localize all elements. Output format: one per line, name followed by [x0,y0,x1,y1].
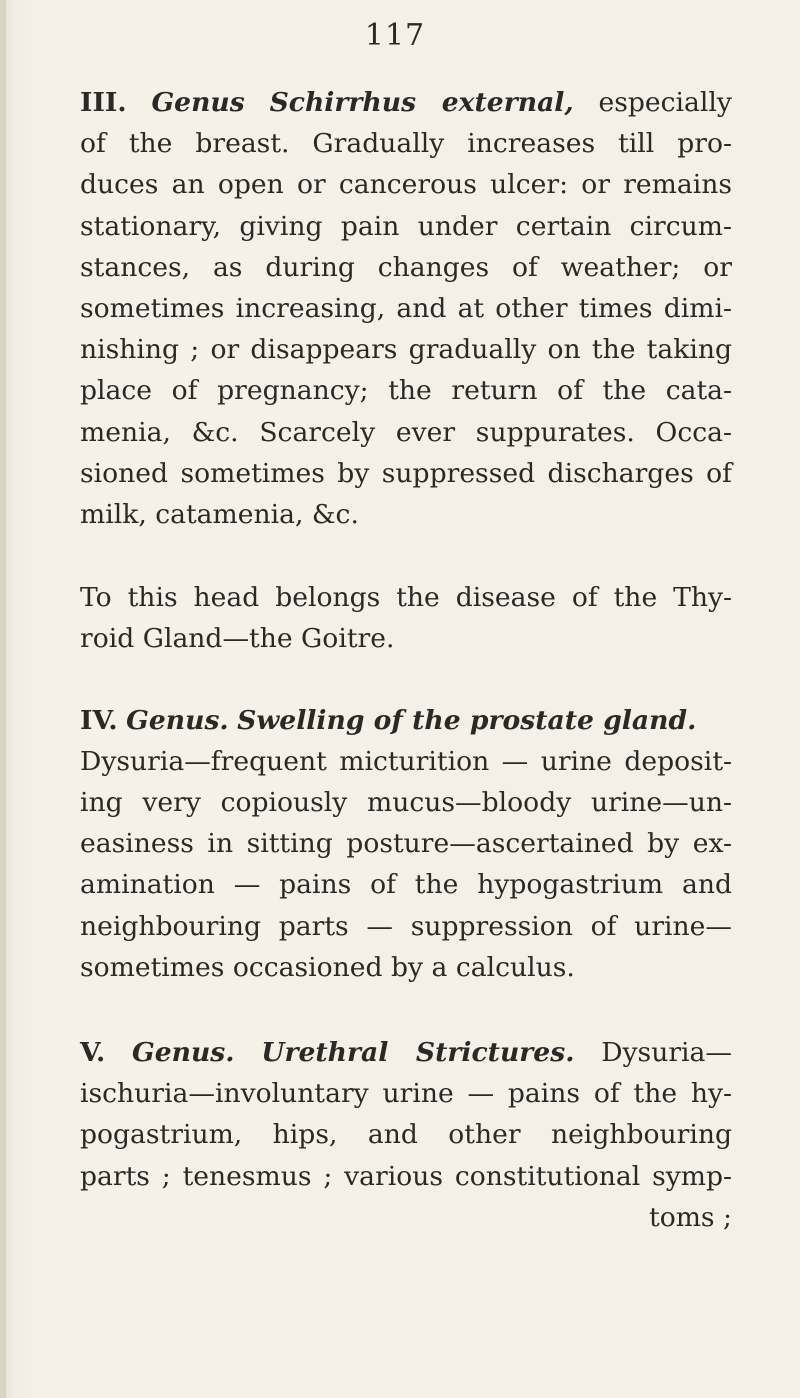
heading-genus-v: Genus. [131,1037,235,1069]
text-line: menia, &c. Scarcely ever suppurates. Occa- [80,416,732,448]
page-binding-edge [0,0,6,1398]
paragraph-genus-v [80,1032,732,1238]
heading-rest-v: Dysuria— [601,1037,732,1069]
paragraph-genus-iv [80,700,732,988]
text-line: milk, catamenia, &c. [80,499,359,531]
text-line: Dysuria—frequent micturition — urine deposit- [80,745,732,777]
heading-rest-iii: especially [598,87,732,118]
text-line: stationary, giving pain under certain circum- [80,210,732,242]
heading-title-iv: Swelling of the prostate gland. [237,704,697,736]
text-line: duces an open or cancerous ulcer: or remains [80,169,732,201]
text-line: sioned sometimes by suppressed discharges of [80,457,732,489]
text-line: pogastrium, hips, and other neighbouring [80,1119,732,1151]
text-line: ischuria—involuntary urine — pains of the hy- [80,1078,732,1110]
paragraph-gap [80,988,732,1032]
text-line: sometimes occasioned by a calculus. [80,951,575,983]
heading-line-iv [80,700,732,741]
heading-title-iii: Schirrhus external, [269,87,574,118]
page-number: 117 [364,18,426,53]
paragraph-gap [80,535,732,577]
page-text [80,82,732,1238]
text-line: stances, as during changes of weather; or [80,251,732,283]
heading-genus-iv: Genus. [126,704,229,736]
heading-number-iii: III. [80,87,127,118]
text-line: parts ; tenesmus ; various constitutional symp- [80,1160,732,1192]
heading-title-v: Urethral Strictures. [261,1037,575,1069]
text-line: roid Gland—the Goitre. [80,623,395,655]
text-line: To this head belongs the disease of the Thy- [80,582,732,614]
text-line: place of pregnancy; the return of the cata- [80,375,732,407]
text-line: easiness in sitting posture—ascertained by ex- [80,828,732,860]
heading-line-iii [80,82,732,123]
text-line: nishing ; or disappears gradually on the taking [80,334,732,366]
heading-genus-iii: Genus [151,87,245,118]
text-line: neighbouring parts — suppression of urine— [80,910,732,942]
paragraph-thyroid [80,577,732,659]
heading-number-iv: IV. [80,704,118,736]
text-line: amination — pains of the hypogastrium and [80,869,732,901]
text-line: toms ; [649,1201,732,1233]
text-line: sometimes increasing, and at other times dimi- [80,293,732,325]
paragraph-gap [80,660,732,700]
heading-line-v [80,1032,732,1073]
text-line: of the breast. Gradually increases till pro- [80,128,732,160]
heading-number-v: V. [80,1037,106,1069]
text-line: ing very copiously mucus—bloody urine—un- [80,787,732,819]
paragraph-genus-iii [80,82,732,535]
